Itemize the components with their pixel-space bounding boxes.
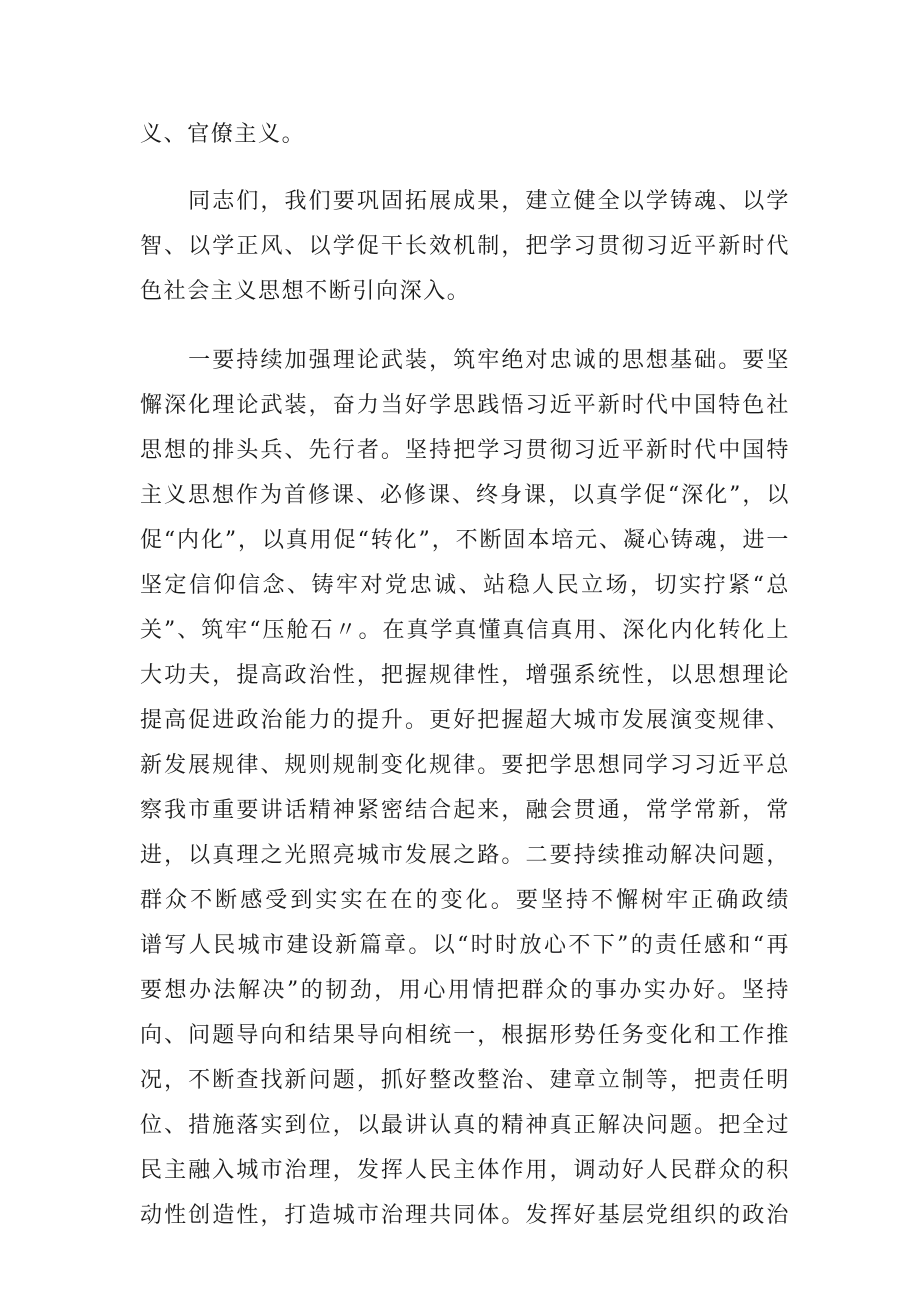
paragraph-2-line-7: 大功夫，提高政治性，把握规律性，增强系统性，以思想理论 (140, 663, 790, 688)
paragraph-2-line-16: 况，不断查找新问题，抓好整改整治、建章立制等，把责任明 (140, 1068, 790, 1093)
paragraph-2-line-3: 主义思想作为首修课、必修课、终身课，以真学促“深化”，以 (140, 483, 790, 508)
paragraph-2-line-11: 进，以真理之光照亮城市发展之路。二要持续推动解决问题， (140, 843, 790, 868)
paragraph-0-line-0: 义、官僚主义。 (140, 122, 306, 147)
paragraph-2-line-19: 动性创造性，打造城市治理共同体。发挥好基层党组织的政治 (140, 1203, 790, 1228)
paragraph-2-line-15: 向、问题导向和结果导向相统一，根据形势任务变化和工作推 (140, 1023, 790, 1048)
paragraph-1-line-2: 色社会主义思想不断引向深入。 (140, 279, 471, 304)
paragraph-gap (140, 157, 790, 179)
document-body (140, 112, 790, 1238)
paragraph-2-line-6: 关”、筑牢“压舱石〃。在真学真懂真信真用、深化内化转化上 (140, 618, 790, 643)
paragraph-1-line-0: 同志们，我们要巩固拓展成果，建立健全以学铸魂、以学 (188, 189, 790, 214)
paragraph-2-line-9: 新发展规律、规则规制变化规律。要把学思想同学习习近平总 (140, 753, 790, 778)
paragraph-2-line-13: 谱写人民城市建设新篇章。以“时时放心不下”的责任感和“再 (140, 933, 790, 958)
paragraph-gap (140, 314, 790, 338)
paragraph-2-line-17: 位、措施落实到位，以最讲认真的精神真正解决问题。把全过 (140, 1113, 790, 1138)
paragraph-2-line-14: 要想办法解决”的韧劲，用心用情把群众的事办实办好。坚持 (140, 978, 790, 1003)
paragraph-2-line-8: 提高促进政治能力的提升。更好把握超大城市发展演变规律、 (140, 708, 790, 733)
paragraph-2-line-4: 促“内化”，以真用促“转化”，不断固本培元、凝心铸魂，进一 (140, 528, 790, 553)
paragraph-2-line-2: 思想的排头兵、先行者。坚持把学习贯彻习近平新时代中国特 (140, 438, 790, 463)
paragraph-2-line-5: 坚定信仰信念、铸牢对党忠诚、站稳人民立场，切实拧紧“总 (140, 573, 790, 598)
paragraph-2-line-10: 察我市重要讲话精神紧密结合起来，融会贯通，常学常新，常 (140, 798, 790, 823)
paragraph-2-line-18: 民主融入城市治理，发挥人民主体作用，调动好人民群众的积 (140, 1158, 790, 1183)
paragraph-2-line-12: 群众不断感受到实实在在的变化。要坚持不懈树牢正确政绩 (140, 888, 790, 913)
paragraph-2-line-0: 一要持续加强理论武装，筑牢绝对忠诚的思想基础。要坚 (188, 348, 790, 373)
paragraph-1-line-1: 智、以学正风、以学促干长效机制，把学习贯彻习近平新时代 (140, 234, 790, 259)
paragraph-2-line-1: 懈深化理论武装，奋力当好学思践悟习近平新时代中国特色社 (140, 393, 790, 418)
